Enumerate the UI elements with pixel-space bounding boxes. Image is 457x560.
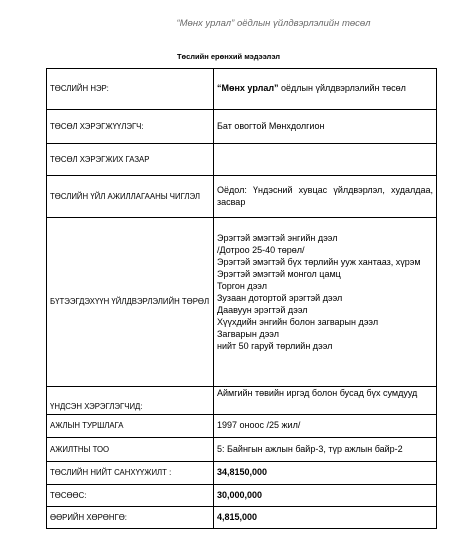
- employees-value: 5: Байнгын ажлын байр-3, түр ажлын байр-2: [214, 438, 437, 462]
- project-info-table: [46, 68, 437, 529]
- section-subtitle: Төслийн ерөнхий мэдээлэл: [176, 52, 281, 61]
- row-label-experience: АЖЛЫН ТУРШЛАГА: [47, 415, 214, 438]
- list-item: Торгон дээл: [217, 281, 267, 291]
- list-item: Хүүхдийн энгийн болон загварын дээл: [217, 317, 379, 327]
- document-header: [0, 18, 457, 29]
- table-row: [47, 485, 437, 507]
- header-title-quoted: “Мөнх урлал”: [176, 18, 235, 29]
- table-row: [47, 462, 437, 485]
- list-item: Даавуун эрэгтэй дээл: [217, 305, 308, 315]
- implementer-value: Бат овогтой Мөнхдолгион: [214, 110, 437, 144]
- table-row: [47, 218, 437, 387]
- total-funding-value: 34,8150,000: [214, 462, 437, 485]
- row-label-employees: АЖИЛТНЫ ТОО: [47, 438, 214, 462]
- table-row: [47, 415, 437, 438]
- from-budget-value: 30,000,000: [214, 485, 437, 507]
- list-item: Эрэгтэй эмэгтэй бүх төрлийн ууж хантааз, хүрэм: [217, 257, 421, 267]
- project-name-bold: “Мөнх урлал”: [217, 83, 279, 94]
- experience-value: 1997 оноос /25 жил/: [214, 415, 437, 438]
- location-value: [214, 144, 437, 176]
- list-item: Эрэгтэй эмэгтэй монгол цамц: [217, 269, 341, 279]
- table-row: [47, 507, 437, 529]
- list-item: Эрэгтэй эмэгтэй энгийн дээл: [217, 233, 338, 243]
- list-spacer: [217, 221, 433, 232]
- table-row: [47, 387, 437, 415]
- row-label-implementer: ТӨСӨЛ ХЭРЭГЖҮҮЛЭГЧ:: [47, 110, 214, 144]
- row-label-location: ТӨСӨЛ ХЭРЭГЖИХ ГАЗАР: [47, 144, 214, 176]
- table-row: [47, 110, 437, 144]
- table-row: [47, 69, 437, 110]
- row-label-total-funding: ТӨСЛИЙН НИЙТ САНХҮҮЖИЛТ :: [47, 462, 214, 485]
- header-title-rest: оёдлын үйлдвэрлэлийн төсөл: [234, 18, 371, 29]
- row-label-customers: ҮНДСЭН ХЭРЭГЛЭГЧИД:: [47, 387, 214, 415]
- table-row: [47, 438, 437, 462]
- row-label-activity: ТӨСЛИЙН ҮЙЛ АЖИЛЛАГААНЫ ЧИГЛЭЛ: [47, 176, 214, 218]
- row-label-project-name: ТӨСЛИЙН НЭР:: [47, 69, 214, 110]
- row-label-product-types: БҮТЭЭГДЭХҮҮН ҮЙЛДВЭРЛЭЛИЙН ТӨРӨЛ: [47, 218, 214, 387]
- table-row: [47, 176, 437, 218]
- list-item: Зузаан дотортой эрэгтэй дээл: [217, 293, 343, 303]
- list-item: /Дотроо 25-40 төрөл/: [217, 245, 305, 255]
- list-item: нийт 50 гаруй төрлийн дээл: [217, 341, 333, 351]
- own-assets-value: 4,815,000: [214, 507, 437, 529]
- product-types-list: [214, 218, 437, 387]
- project-name-value: [214, 69, 437, 110]
- customers-value: Аймгийн төвийн иргэд болон бусад бүх сумдууд: [214, 387, 437, 415]
- table-row: [47, 144, 437, 176]
- row-label-from-budget: ТӨСӨӨС:: [47, 485, 214, 507]
- list-item: Загварын дээл: [217, 329, 279, 339]
- activity-value: Оёдол: Үндэсний хувцас үйлдвэрлэл, худалдаа, засвар: [214, 176, 437, 218]
- row-label-own-assets: ӨӨРИЙН ХӨРӨНГӨ:: [47, 507, 214, 529]
- project-name-rest: оёдлын үйлдвэрлэлийн төсөл: [278, 83, 406, 94]
